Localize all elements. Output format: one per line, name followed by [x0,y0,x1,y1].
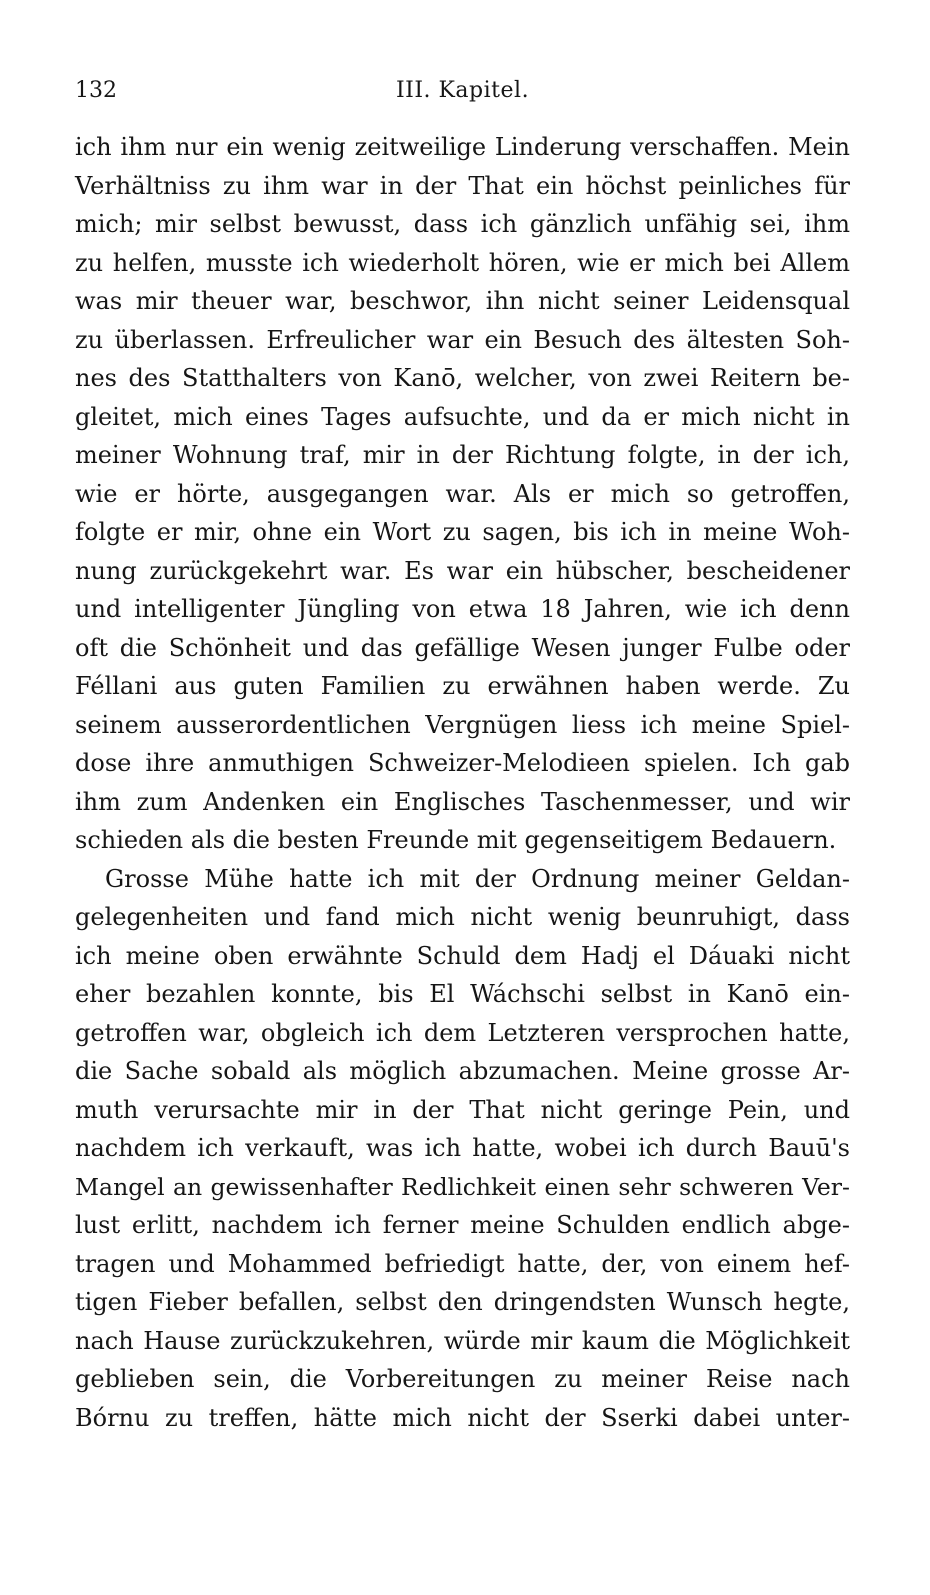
text-line: schieden als die besten Freunde mit gegenseitigem Bedauern. [75,826,837,854]
text-line: lust erlitt, nachdem ich ferner meine Schulden endlich abge- [75,1211,850,1239]
text-line: nachdem ich verkauft, was ich hatte, wobei ich durch Bauū's [75,1134,850,1162]
text-line: Féllani aus guten Familien zu erwähnen haben werde. Zu [75,672,850,700]
text-line: Verhältniss zu ihm war in der That ein höchst peinliches für [75,171,850,200]
text-line: gelegenheiten und fand mich nicht wenig beunruhigt, dass [75,903,850,931]
text-line: tragen und Mohammed befriedigt hatte, der, von einem hef- [75,1249,850,1278]
text-line: ihm zum Andenken ein Englisches Taschenmesser, und wir [75,787,850,816]
text-line: dose ihre anmuthigen Schweizer-Melodieen spielen. Ich gab [75,749,850,777]
text-line: Bórnu zu treffen, hätte mich nicht der Sserki dabei unter- [75,1403,850,1432]
text-line: getroffen war, obgleich ich dem Letzteren versprochen hatte, [75,1018,850,1047]
text-line: wie er hörte, ausgegangen war. Als er mich so getroffen, [75,479,850,508]
text-line: zu überlassen. Erfreulicher war ein Besuch des ältesten Soh- [75,325,850,354]
page-header [75,70,850,110]
text-line: geblieben sein, die Vorbereitungen zu meiner Reise nach [75,1365,850,1393]
text-line: mich; mir selbst bewusst, dass ich gänzlich unfähig sei, ihm [75,210,850,238]
text-line: Mangel an gewissenhafter Redlichkeit einen sehr schweren Ver- [75,1172,850,1201]
text-line: meiner Wohnung traf, mir in der Richtung folgte, in der ich, [75,441,850,469]
text-line: die Sache sobald als möglich abzumachen. Meine grosse Ar- [75,1057,850,1085]
text-line: muth verursachte mir in der That nicht geringe Pein, und [75,1095,850,1124]
text-line: ich ihm nur ein wenig zeitweilige Linderung verschaffen. Mein [75,133,850,161]
text-line: oft die Schönheit und das gefällige Wesen junger Fulbe oder [75,633,850,662]
text-line: und intelligenter Jüngling von etwa 18 Jahren, wie ich denn [75,595,850,623]
text-line: seinem ausserordentlichen Vergnügen liess ich meine Spiel- [75,710,850,739]
text-line: Grosse Mühe hatte ich mit der Ordnung meiner Geldan- [105,864,850,893]
text-line: eher bezahlen konnte, bis El Wáchschi selbst in Kanō ein- [75,980,850,1008]
text-line: gleitet, mich eines Tages aufsuchte, und da er mich nicht in [75,402,850,431]
text-line: tigen Fieber befallen, selbst den dringendsten Wunsch hegte, [75,1288,850,1316]
text-line: ich meine oben erwähnte Schuld dem Hadj el Dáuaki nicht [75,941,850,970]
running-head: III. Kapitel. [395,78,530,103]
body-text [75,128,850,1437]
page-number: 132 [75,78,117,103]
text-line: zu helfen, musste ich wiederholt hören, wie er mich bei Allem [75,248,850,277]
text-line: nach Hause zurückzukehren, würde mir kaum die Möglichkeit [75,1326,850,1355]
text-line: folgte er mir, ohne ein Wort zu sagen, bis ich in meine Woh- [75,518,850,546]
text-line: nes des Statthalters von Kanō, welcher, von zwei Reitern be- [75,364,850,392]
text-line: nung zurückgekehrt war. Es war ein hübscher, bescheidener [75,556,850,585]
text-line: was mir theuer war, beschwor, ihn nicht seiner Leidensqual [75,287,850,315]
